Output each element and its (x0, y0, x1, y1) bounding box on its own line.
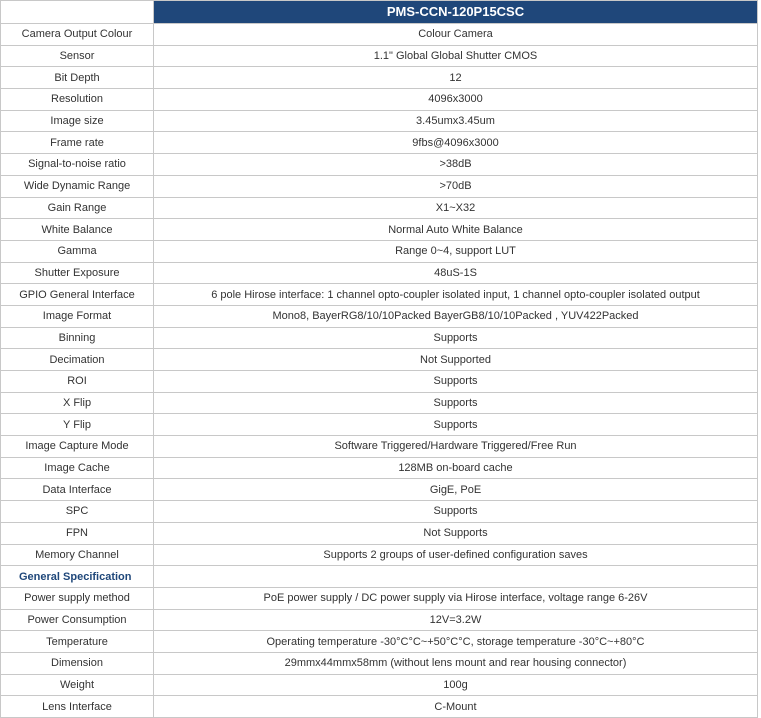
table-row (1, 371, 758, 393)
table-row (1, 327, 758, 349)
spec-value: 29mmx44mmx58mm (without lens mount and rear housing connector) (154, 652, 758, 674)
spec-value: 6 pole Hirose interface: 1 channel opto-coupler isolated input, 1 channel opto-coupler isolated output (154, 284, 758, 306)
spec-label: Resolution (1, 89, 154, 111)
spec-label: Gain Range (1, 197, 154, 219)
spec-value: Supports (154, 392, 758, 414)
spec-label: White Balance (1, 219, 154, 241)
table-row (1, 587, 758, 609)
spec-value: 4096x3000 (154, 89, 758, 111)
spec-label: Shutter Exposure (1, 262, 154, 284)
spec-label: Binning (1, 327, 154, 349)
table-row (1, 349, 758, 371)
spec-label: Sensor (1, 45, 154, 67)
table-header-row (1, 1, 758, 24)
section-blank-cell (154, 566, 758, 588)
spec-label: Decimation (1, 349, 154, 371)
spec-value: 12V=3.2W (154, 609, 758, 631)
spec-value: Supports (154, 414, 758, 436)
table-row (1, 305, 758, 327)
spec-label: Signal-to-noise ratio (1, 154, 154, 176)
table-row (1, 240, 758, 262)
table-row (1, 110, 758, 132)
spec-label: Frame rate (1, 132, 154, 154)
table-row (1, 501, 758, 523)
table-row (1, 674, 758, 696)
spec-label: Image Cache (1, 457, 154, 479)
spec-label: SPC (1, 501, 154, 523)
spec-label: ROI (1, 371, 154, 393)
spec-label: Power Consumption (1, 609, 154, 631)
spec-value: Range 0~4, support LUT (154, 240, 758, 262)
spec-label: FPN (1, 522, 154, 544)
spec-value: >70dB (154, 175, 758, 197)
spec-label: Temperature (1, 631, 154, 653)
table-row (1, 89, 758, 111)
spec-value: 9fbs@4096x3000 (154, 132, 758, 154)
spec-value: Supports 2 groups of user-defined configuration saves (154, 544, 758, 566)
spec-value: 3.45umx3.45um (154, 110, 758, 132)
section-row (1, 566, 758, 588)
spec-value: Colour Camera (154, 24, 758, 46)
spec-label: Image size (1, 110, 154, 132)
spec-label: GPIO General Interface (1, 284, 154, 306)
spec-label: Image Capture Mode (1, 436, 154, 458)
spec-table-body (1, 1, 758, 718)
table-row (1, 262, 758, 284)
spec-value: Not Supports (154, 522, 758, 544)
table-row (1, 522, 758, 544)
spec-label: Power supply method (1, 587, 154, 609)
spec-value: X1~X32 (154, 197, 758, 219)
spec-label: Bit Depth (1, 67, 154, 89)
table-row (1, 544, 758, 566)
spec-value: 48uS-1S (154, 262, 758, 284)
spec-value: Supports (154, 327, 758, 349)
table-row (1, 436, 758, 458)
spec-value: Normal Auto White Balance (154, 219, 758, 241)
table-row (1, 414, 758, 436)
table-row (1, 154, 758, 176)
spec-value: 100g (154, 674, 758, 696)
spec-value: Mono8, BayerRG8/10/10Packed BayerGB8/10/10Packed , YUV422Packed (154, 305, 758, 327)
table-row (1, 609, 758, 631)
spec-label: Memory Channel (1, 544, 154, 566)
spec-value: >38dB (154, 154, 758, 176)
spec-value: 128MB on-board cache (154, 457, 758, 479)
spec-value: Software Triggered/Hardware Triggered/Free Run (154, 436, 758, 458)
spec-label: Camera Output Colour (1, 24, 154, 46)
table-row (1, 457, 758, 479)
spec-value: 12 (154, 67, 758, 89)
spec-label: Image Format (1, 305, 154, 327)
spec-label: Wide Dynamic Range (1, 175, 154, 197)
spec-label: Weight (1, 674, 154, 696)
spec-value: C-Mount (154, 696, 758, 718)
table-row (1, 219, 758, 241)
spec-value: 1.1" Global Global Shutter CMOS (154, 45, 758, 67)
spec-label: Gamma (1, 240, 154, 262)
table-row (1, 24, 758, 46)
spec-value: PoE power supply / DC power supply via Hirose interface, voltage range 6-26V (154, 587, 758, 609)
table-row (1, 696, 758, 718)
spec-label: Data Interface (1, 479, 154, 501)
spec-value: Operating temperature -30°C°C~+50°C°C, storage temperature -30°C~+80°C (154, 631, 758, 653)
spec-value: Not Supported (154, 349, 758, 371)
section-title: General Specification (1, 566, 154, 588)
spec-label: Lens Interface (1, 696, 154, 718)
model-name: PMS-CCN-120P15CSC (154, 1, 758, 24)
table-row (1, 67, 758, 89)
table-row (1, 45, 758, 67)
table-row (1, 652, 758, 674)
table-row (1, 284, 758, 306)
spec-value: GigE, PoE (154, 479, 758, 501)
table-row (1, 479, 758, 501)
table-row (1, 392, 758, 414)
spec-label: Y Flip (1, 414, 154, 436)
spec-value: Supports (154, 371, 758, 393)
table-row (1, 197, 758, 219)
spec-value: Supports (154, 501, 758, 523)
header-blank-cell (1, 1, 154, 24)
table-row (1, 175, 758, 197)
table-row (1, 631, 758, 653)
spec-label: X Flip (1, 392, 154, 414)
spec-label: Dimension (1, 652, 154, 674)
table-row (1, 132, 758, 154)
